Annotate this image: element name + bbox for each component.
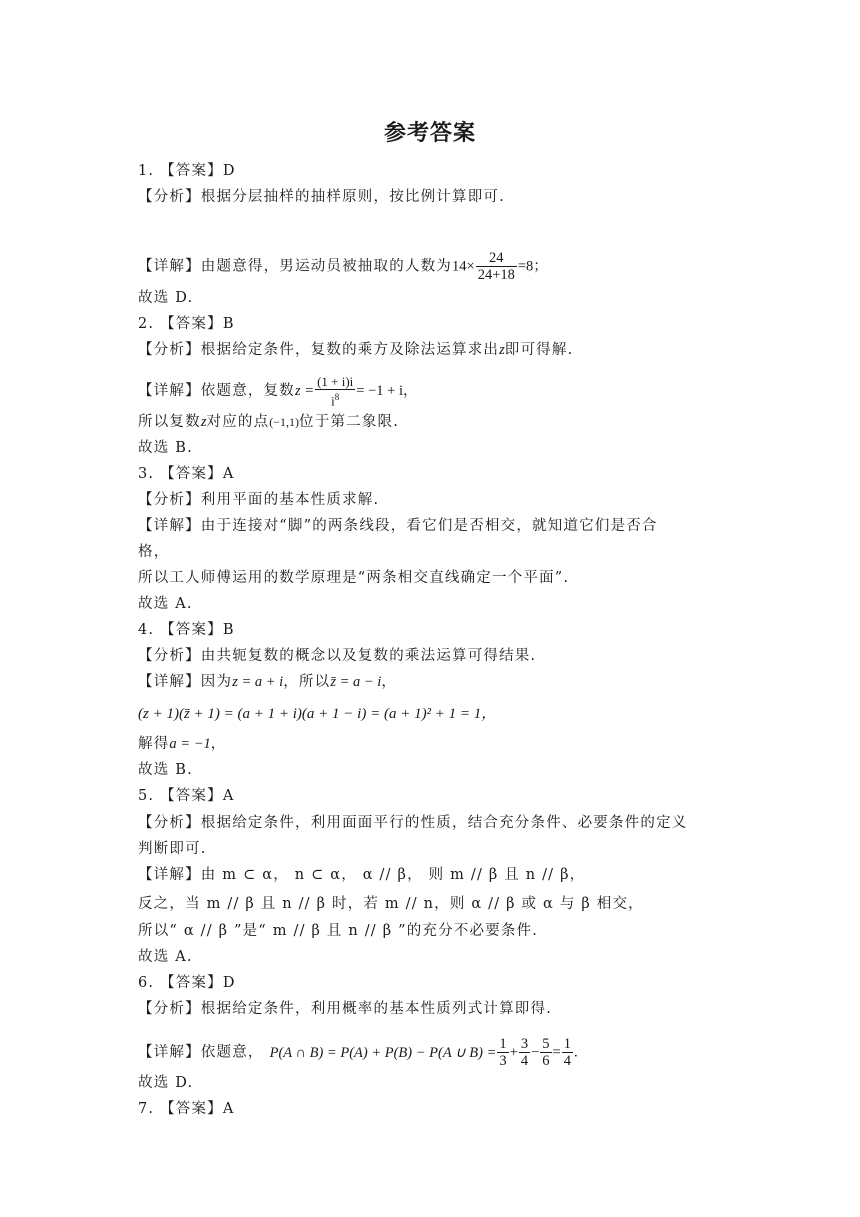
q5-detail-2: 反之，当 m // β 且 n // β 时，若 m // n，则 α // β 或 α 与 β 相交， <box>138 896 644 912</box>
q2-detail <box>138 374 417 408</box>
q4-solve-e: a = −1 <box>169 736 211 752</box>
q1-analysis: 【分析】根据分层抽样的抽样原则，按比例计算即可. <box>138 189 505 205</box>
q2-analysis-a: 【分析】根据给定条件，复数的乘方及除法运算求出 <box>138 342 500 358</box>
q5-answer: 5. 【答案】A <box>138 788 235 804</box>
q6-detail <box>138 1036 578 1069</box>
q1-fraction <box>476 250 517 283</box>
q5-analysis-2: 判断即可. <box>138 841 207 857</box>
page-title: 参考答案 <box>383 121 476 146</box>
q6-detail-text: 【详解】依题意， <box>138 1044 264 1061</box>
q2-den-exp: 8 <box>334 392 340 402</box>
q3-detail-2: 格， <box>138 544 170 560</box>
q4-solve-b: ， <box>210 736 227 752</box>
q4-solve-a: 解得 <box>138 736 170 752</box>
q2-line2-a: 所以复数 <box>138 414 201 430</box>
q2-analysis-z: z <box>499 342 505 358</box>
q6-f2-num: 3 <box>520 1036 529 1052</box>
q6-f4-den: 4 <box>563 1053 571 1069</box>
q2-detail-rest: = −1 + i， <box>356 383 418 400</box>
q6-detail-expr: P(A ∩ B) = P(A) + P(B) − P(A ∪ B) = <box>269 1044 497 1061</box>
q2-line2-z: z <box>200 414 207 430</box>
q7-answer: 7. 【答案】A <box>138 1101 235 1117</box>
q6-f1-num: 1 <box>499 1036 507 1052</box>
q6-fraction-3 <box>540 1036 551 1069</box>
q3-answer: 3. 【答案】A <box>138 466 235 482</box>
q4-detail-b: ，所以 <box>283 674 331 690</box>
q6-op3: = <box>552 1044 561 1061</box>
q6-op2: − <box>531 1044 540 1061</box>
q1-expr-a: 14× <box>452 258 475 275</box>
q4-detail-e2: z̄ = a − i <box>330 674 382 690</box>
q6-choose: 故选 D. <box>138 1075 194 1091</box>
q2-analysis-b: 即可得解. <box>504 342 574 358</box>
q6-f3-den: 6 <box>542 1053 550 1069</box>
q4-detail-a: 【详解】因为 <box>138 674 233 690</box>
q5-analysis-1: 【分析】根据给定条件，利用面面平行的性质，结合充分条件、必要条件的定义 <box>138 815 688 831</box>
q1-answer: 1. 【答案】D <box>138 163 236 179</box>
q2-fraction <box>315 374 355 408</box>
q3-detail-3: 所以工人师傅运用的数学原理是“两条相交直线确定一个平面”. <box>138 570 570 586</box>
q3-choose: 故选 A. <box>138 596 193 612</box>
q2-line2-b: 对应的点 <box>206 414 270 430</box>
q4-analysis: 【分析】由共轭复数的概念以及复数的乘法运算可得结果. <box>138 648 537 664</box>
q2-line2-c: 位于第二象限. <box>299 414 400 430</box>
q1-fraction-num: 24 <box>476 250 517 267</box>
q1-detail <box>138 250 548 283</box>
q2-analysis <box>138 340 573 360</box>
q1-fraction-den: 24+18 <box>477 267 515 283</box>
q6-op1: + <box>509 1044 518 1061</box>
q2-choose: 故选 B. <box>138 440 193 456</box>
q2-detail-z: z = <box>295 383 315 400</box>
q4-solve <box>138 734 226 754</box>
q6-fraction-1 <box>497 1036 508 1069</box>
q4-detail-c: ， <box>381 674 398 690</box>
q3-analysis: 【分析】利用平面的基本性质求解. <box>138 492 380 508</box>
q4-equation: (z + 1)(z̄ + 1) = (a + 1 + i)(a + 1 − i) = (a + 1)² + 1 = 1， <box>138 706 497 722</box>
q6-end: . <box>573 1044 578 1061</box>
q6-fraction-2 <box>519 1036 530 1069</box>
q6-f3-num: 5 <box>542 1036 550 1052</box>
q2-line2-point: (−1,1) <box>269 415 300 429</box>
q1-expr-b: =8； <box>517 258 548 275</box>
q2-fraction-num: (1 + i)i <box>317 374 354 389</box>
q4-choose: 故选 B. <box>138 762 193 778</box>
q6-f2-den: 4 <box>520 1053 529 1069</box>
q6-f4-num: 1 <box>563 1036 571 1052</box>
q3-detail-1: 【详解】由于连接对“脚”的两条线段，看它们是否相交，就知道它们是否合 <box>138 518 658 534</box>
q5-detail-3: 所以“ α // β ”是“ m // β 且 n // β ”的充分不必要条件. <box>138 923 539 939</box>
q2-detail-text: 【详解】依题意，复数 <box>138 383 295 400</box>
q6-fraction-4 <box>562 1036 573 1069</box>
q4-answer: 4. 【答案】B <box>138 622 235 638</box>
q6-f1-den: 3 <box>499 1053 507 1069</box>
q2-fraction-den <box>315 390 355 408</box>
q4-detail-e1: z = a + i <box>232 674 284 690</box>
q6-analysis: 【分析】根据给定条件，利用概率的基本性质列式计算即得. <box>138 1001 553 1017</box>
q5-detail-1: 【详解】由 m ⊂ α， n ⊂ α， α // β， 则 m // β 且 n // β， <box>138 867 586 883</box>
q2-den-base: i <box>331 393 335 409</box>
q2-answer: 2. 【答案】B <box>138 316 235 332</box>
q6-answer: 6. 【答案】D <box>138 975 236 991</box>
q4-detail <box>138 672 397 692</box>
q1-detail-text: 【详解】由题意得，男运动员被抽取的人数为 <box>138 258 452 275</box>
q2-line2 <box>138 412 399 432</box>
q1-choose: 故选 D. <box>138 290 194 306</box>
q5-choose: 故选 A. <box>138 949 193 965</box>
